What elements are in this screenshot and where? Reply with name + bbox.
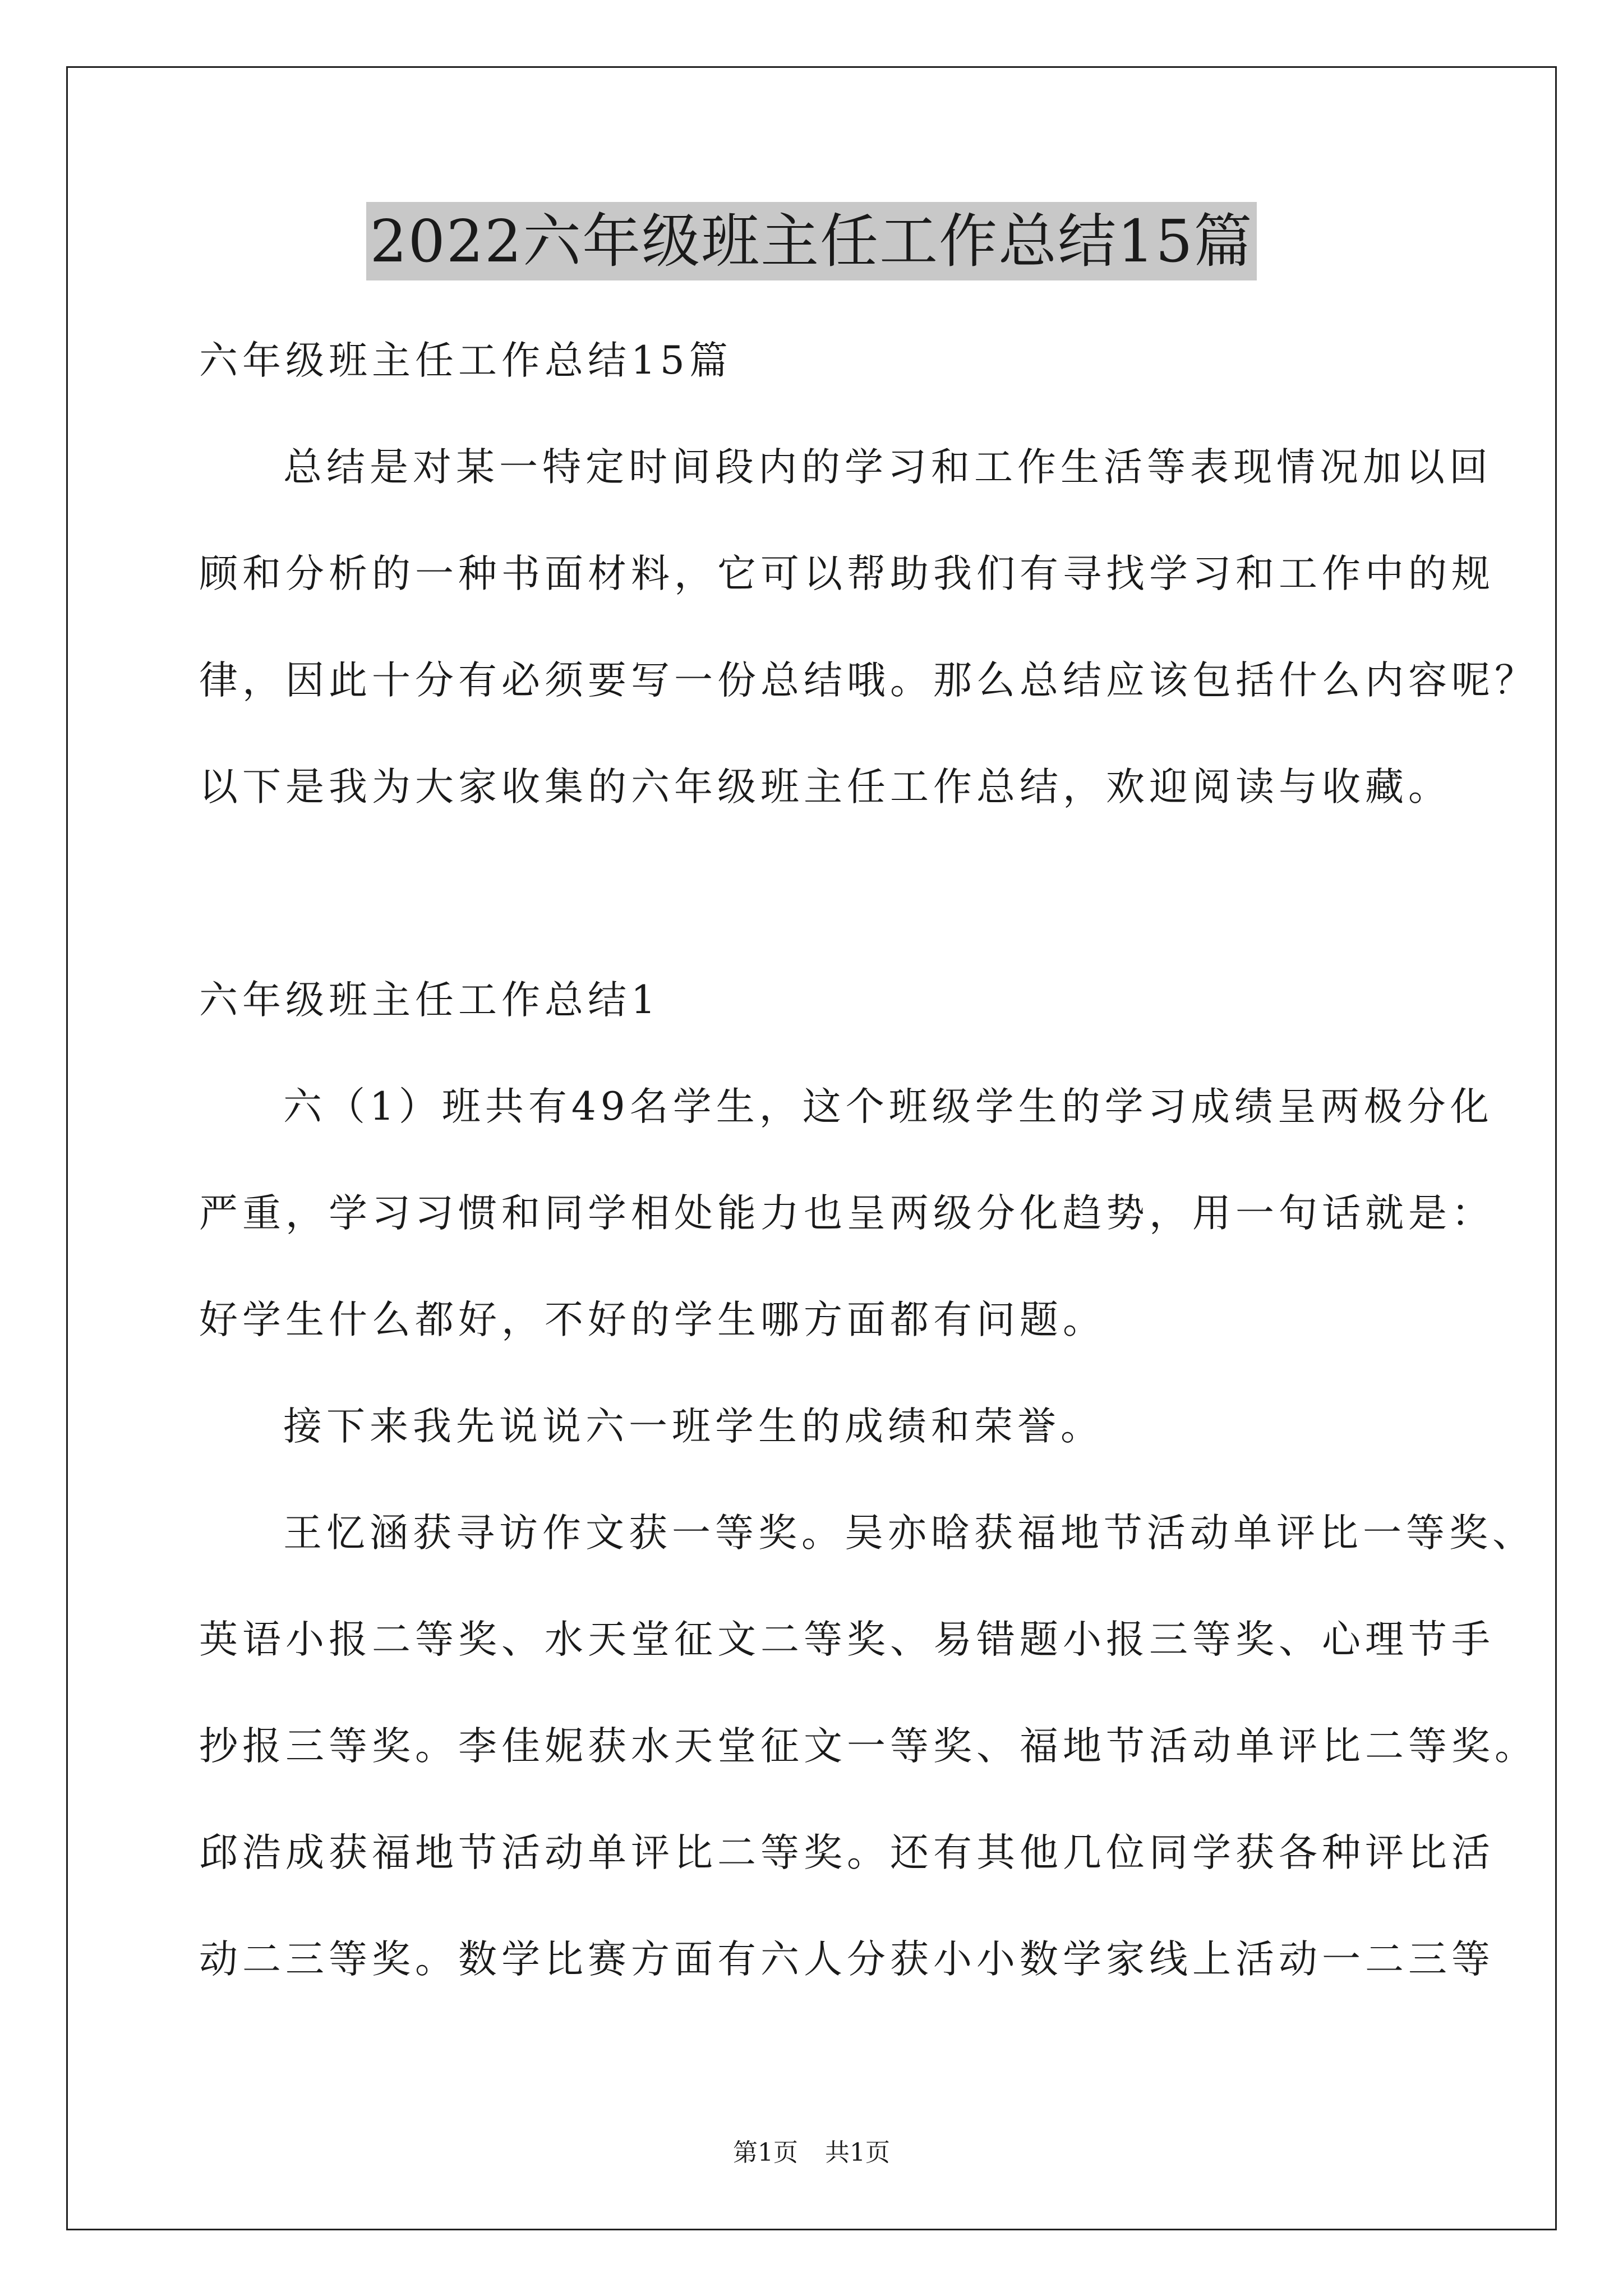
paragraph-line: 严重，学习习惯和同学相处能力也呈两级分化趋势，用一句话就是： xyxy=(199,1191,1495,1236)
paragraph-line: 六（1）班共有49名学生，这个班级学生的学习成绩呈两极分化 xyxy=(283,1084,1493,1129)
page-total: 共1页 xyxy=(825,2138,890,2167)
paragraph-line: 王忆涵获寻访作文获一等奖。吴亦晗获福地节活动单评比一等奖、 xyxy=(283,1511,1536,1556)
subtitle-line: 六年级班主任工作总结15篇 xyxy=(199,338,732,383)
paragraph-line: 总结是对某一特定时间段内的学习和工作生活等表现情况加以回 xyxy=(283,445,1492,490)
paragraph-line: 顾和分析的一种书面材料，它可以帮助我们有寻找学习和工作中的规 xyxy=(199,551,1495,596)
paragraph-line: 抄报三等奖。李佳妮获水天堂征文一等奖、福地节活动单评比二等奖。 xyxy=(199,1724,1538,1769)
paragraph-line: 律，因此十分有必须要写一份总结哦。那么总结应该包括什么内容呢？ xyxy=(199,658,1538,703)
page-number: 第1页 xyxy=(733,2138,798,2167)
document-title: 2022六年级班主任工作总结15篇 xyxy=(366,202,1256,280)
paragraph-line: 以下是我为大家收集的六年级班主任工作总结，欢迎阅读与收藏。 xyxy=(199,765,1451,809)
section-heading: 六年级班主任工作总结1 xyxy=(199,978,660,1023)
blank-line xyxy=(199,840,1450,947)
paragraph-line: 邱浩成获福地节活动单评比二等奖。还有其他几位同学获各种评比活 xyxy=(199,1830,1495,1875)
paragraph-line: 好学生什么都好，不好的学生哪方面都有问题。 xyxy=(199,1297,1106,1342)
paragraph-line: 英语小报二等奖、水天堂征文二等奖、易错题小报三等奖、心理节手 xyxy=(199,1617,1495,1662)
paragraph-line: 接下来我先说说六一班学生的成绩和荣誉。 xyxy=(283,1404,1104,1449)
paragraph-line: 动二三等奖。数学比赛方面有六人分获小小数学家线上活动一二三等 xyxy=(199,1937,1495,1982)
title-container xyxy=(0,202,1623,280)
document-body xyxy=(199,307,1538,2013)
page-footer xyxy=(0,2136,1623,2170)
